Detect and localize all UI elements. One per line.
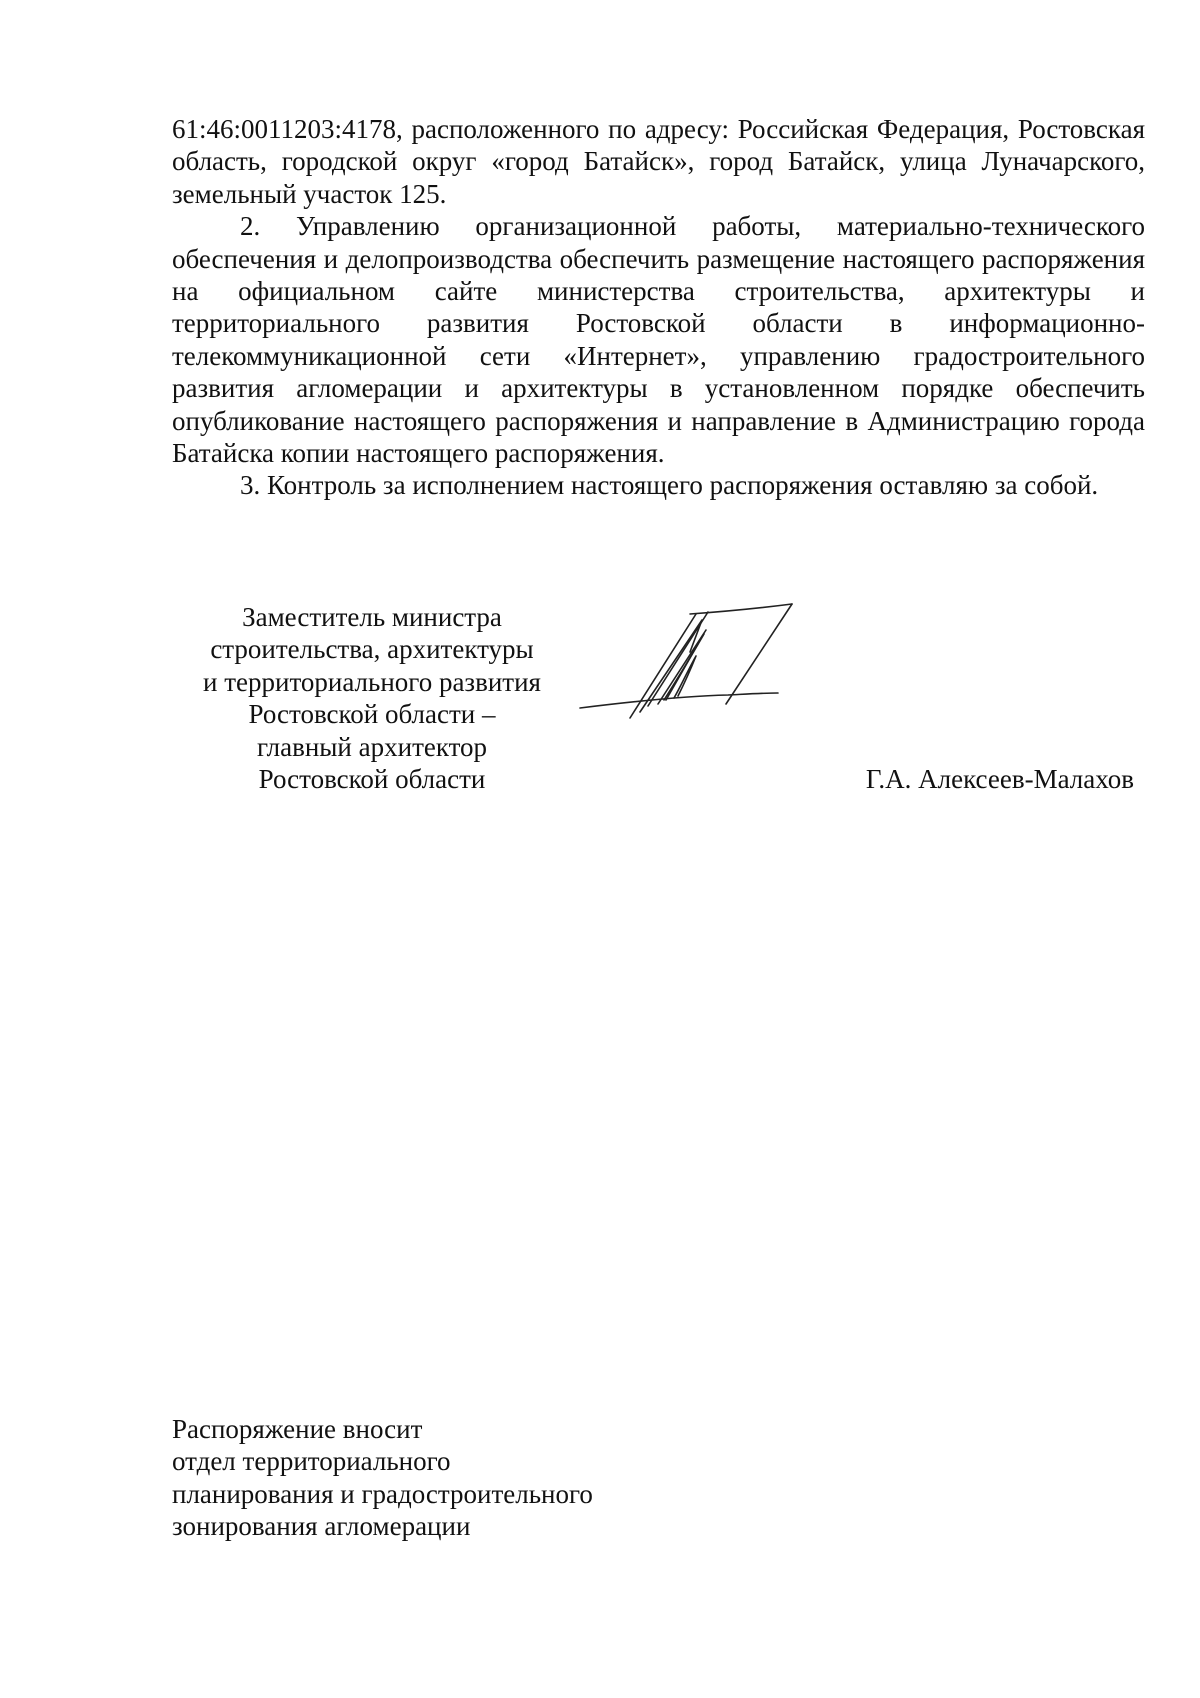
signer-position-line: Ростовской области – <box>248 699 496 730</box>
signer-position <box>172 601 572 795</box>
signer-position-line: строительства, архитектуры <box>210 634 534 665</box>
signer-position-line: и территориального развития <box>203 666 541 697</box>
footer-line: Распоряжение вносит <box>172 1414 423 1444</box>
signer-position-line: Заместитель министра <box>242 602 502 632</box>
paragraph-item-2: 2. Управлению организационной работы, материально-технического обеспечения и делопроизводства обеспечить размещение настоящего распоряжения на официальном сайте министерства строительства, архитектуры и территориального развития Ростовской области в информационно-телекоммуникационной сети «Интернет», управлению градостроительного развития агломерации и архитектуры в установленном порядке обеспечить опубликование настоящего распоряжения и направление в Администрацию города Батайска копии настоящего распоряжения. <box>172 211 1145 469</box>
footer-line: планирования и градостроительного <box>172 1478 593 1509</box>
signer-name: Г.А. Алексеев-Малахов <box>865 764 1134 794</box>
handwritten-signature <box>578 600 808 725</box>
document-body <box>172 113 1145 502</box>
footer-line: отдел территориального <box>172 1446 451 1477</box>
footer-line: зонирования агломерации <box>172 1511 471 1542</box>
footer-note <box>172 1413 672 1543</box>
signer-position-line: главный архитектор <box>256 731 488 762</box>
paragraph-item-3: 3. Контроль за исполнением настоящего распоряжения оставляю за собой. <box>240 470 1099 501</box>
paragraph-cadastral-address: 61:46:0011203:4178, расположенного по адресу: Российская Федерация, Ростовская область, городской округ «город Батайск», город Батайск, улица Луначарского, земельный участок 125. <box>172 114 1145 209</box>
signer-position-line: Ростовской области <box>258 764 486 795</box>
